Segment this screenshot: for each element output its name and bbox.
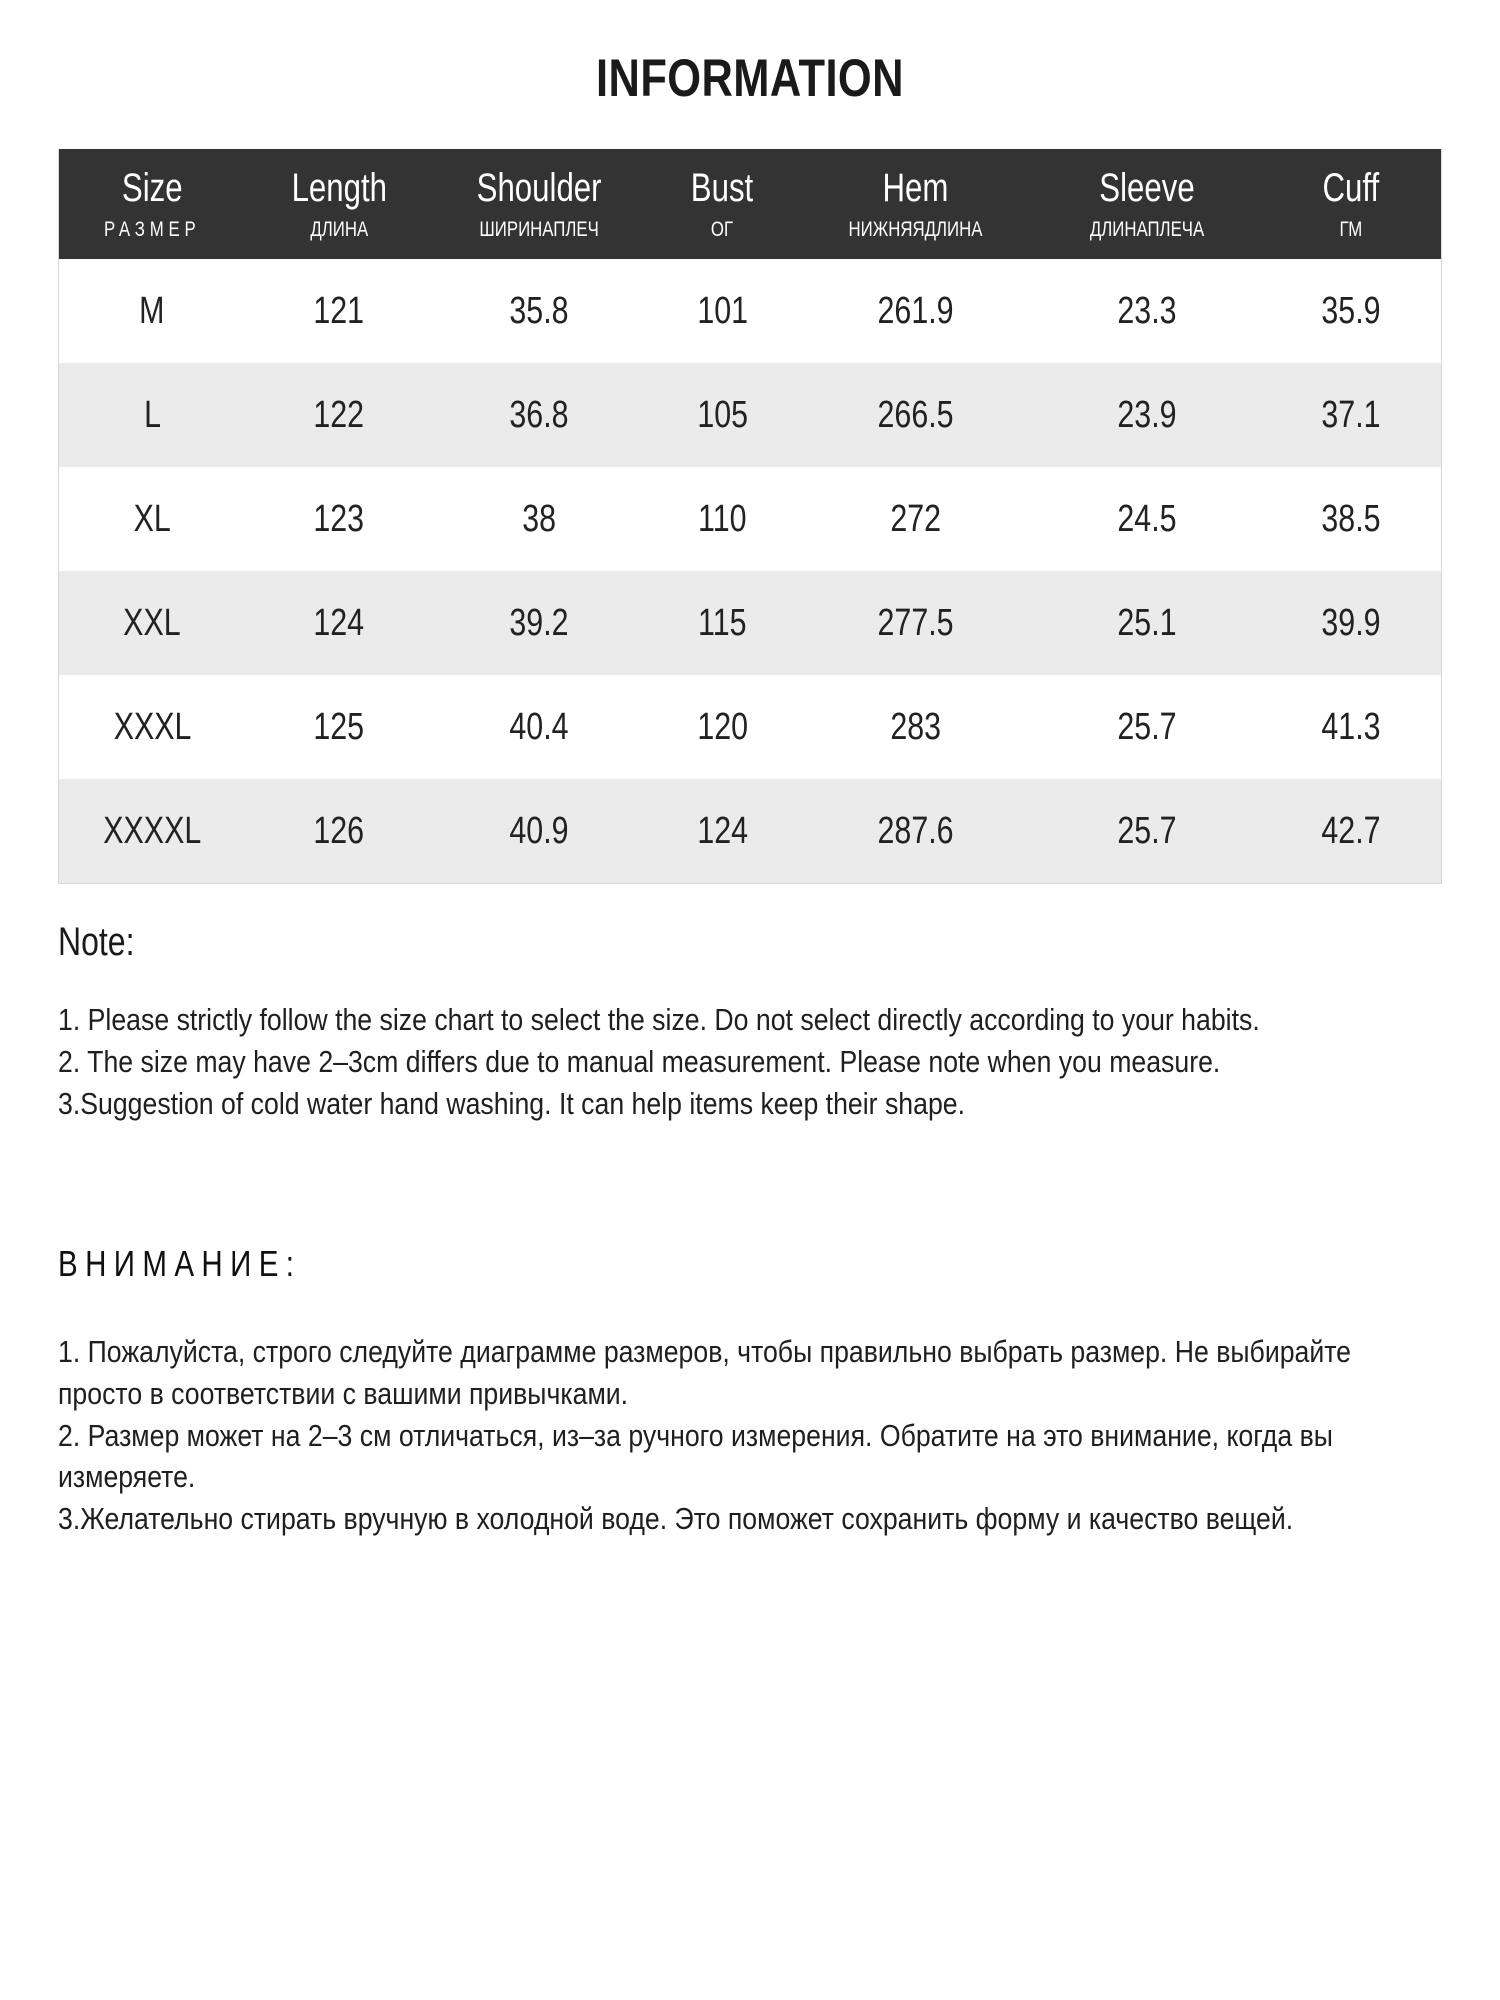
- cell-sleeve: [1033, 363, 1261, 467]
- cell-bust-value: 120: [696, 705, 748, 748]
- attention-line-2: 2. Размер может на 2–3 см отличаться, из–за ручного измерения. Обратите на это внимание, когда вы измеряете.: [58, 1417, 1333, 1495]
- cell-length-value: 121: [313, 289, 365, 332]
- cell-size-value: XXL: [123, 601, 182, 644]
- cell-size: [59, 467, 246, 571]
- cell-length-value: 123: [313, 497, 365, 540]
- cell-length: [246, 259, 433, 363]
- column-header-shoulder: [432, 149, 646, 259]
- cell-cuff-value: 39.9: [1321, 601, 1381, 644]
- cell-size: [59, 363, 246, 467]
- cell-hem-value: 283: [890, 705, 942, 748]
- column-header-hem-ru: НИЖНЯЯДЛИНА: [848, 218, 983, 242]
- cell-cuff-value: 42.7: [1321, 809, 1381, 852]
- cell-shoulder: [432, 363, 646, 467]
- cell-bust: [646, 363, 798, 467]
- cell-size-value: M: [139, 289, 165, 332]
- cell-sleeve: [1033, 571, 1261, 675]
- cell-size-value: XXXXL: [103, 809, 202, 852]
- cell-cuff-value: 41.3: [1321, 705, 1381, 748]
- cell-sleeve: [1033, 259, 1261, 363]
- cell-sleeve-value: 25.7: [1117, 809, 1177, 852]
- column-header-cuff-ru: ГМ: [1339, 218, 1363, 242]
- cell-size-value: XL: [133, 497, 171, 540]
- cell-cuff-value: 37.1: [1321, 393, 1381, 436]
- cell-hem-value: 277.5: [877, 601, 954, 644]
- cell-length: [246, 467, 433, 571]
- cell-cuff: [1261, 259, 1441, 363]
- page-title: INFORMATION: [596, 49, 904, 108]
- cell-shoulder-value: 40.9: [509, 809, 569, 852]
- cell-cuff-value: 38.5: [1321, 497, 1381, 540]
- cell-shoulder: [432, 675, 646, 779]
- attention-section: [58, 1243, 1442, 1540]
- table-row: [59, 675, 1441, 779]
- table-row: [59, 779, 1441, 883]
- cell-length-value: 122: [313, 393, 365, 436]
- cell-size-value: XXXL: [113, 705, 192, 748]
- cell-cuff-value: 35.9: [1321, 289, 1381, 332]
- cell-length: [246, 779, 433, 883]
- column-header-cuff-en: Cuff: [1322, 166, 1380, 210]
- attention-line-3: 3.Желательно стирать вручную в холодной воде. Это поможет сохранить форму и качество вещей.: [58, 1501, 1294, 1537]
- column-header-sleeve-en: Sleeve: [1099, 166, 1195, 210]
- cell-sleeve: [1033, 467, 1261, 571]
- cell-bust-value: 101: [696, 289, 748, 332]
- note-line-3: 3.Suggestion of cold water hand washing. It can help items keep their shape.: [58, 1085, 966, 1121]
- cell-shoulder-value: 36.8: [509, 393, 569, 436]
- cell-shoulder-value: 35.8: [509, 289, 569, 332]
- cell-sleeve-value: 23.9: [1117, 393, 1177, 436]
- cell-size: [59, 779, 246, 883]
- column-header-bust-ru: ОГ: [711, 218, 734, 242]
- cell-cuff: [1261, 571, 1441, 675]
- cell-size: [59, 675, 246, 779]
- cell-hem-value: 287.6: [877, 809, 954, 852]
- cell-size: [59, 259, 246, 363]
- cell-size-value: L: [143, 393, 161, 436]
- cell-hem: [798, 779, 1033, 883]
- cell-shoulder-value: 39.2: [509, 601, 569, 644]
- cell-sleeve-value: 25.1: [1117, 601, 1177, 644]
- cell-length: [246, 571, 433, 675]
- cell-hem: [798, 363, 1033, 467]
- notes-heading: Note:: [58, 920, 135, 965]
- cell-shoulder: [432, 571, 646, 675]
- cell-hem: [798, 467, 1033, 571]
- size-table-container: [58, 149, 1442, 884]
- cell-sleeve-value: 25.7: [1117, 705, 1177, 748]
- cell-length: [246, 363, 433, 467]
- column-header-bust: [646, 149, 798, 259]
- size-table-body: [59, 259, 1441, 883]
- column-header-bust-en: Bust: [691, 166, 754, 210]
- cell-sleeve-value: 24.5: [1117, 497, 1177, 540]
- column-header-sleeve: [1033, 149, 1261, 259]
- cell-bust: [646, 779, 798, 883]
- cell-length-value: 126: [313, 809, 365, 852]
- cell-cuff: [1261, 363, 1441, 467]
- attention-body: [58, 1331, 1442, 1540]
- column-header-length: [246, 149, 433, 259]
- column-header-length-ru: ДЛИНА: [309, 218, 368, 242]
- cell-sleeve-value: 23.3: [1117, 289, 1177, 332]
- column-header-hem-en: Hem: [882, 166, 949, 210]
- column-header-shoulder-en: Shoulder: [476, 166, 602, 210]
- cell-shoulder-value: 38: [522, 497, 557, 540]
- cell-hem-value: 266.5: [877, 393, 954, 436]
- cell-cuff: [1261, 779, 1441, 883]
- cell-hem: [798, 675, 1033, 779]
- cell-bust: [646, 675, 798, 779]
- cell-size: [59, 571, 246, 675]
- cell-length: [246, 675, 433, 779]
- size-table: [59, 149, 1441, 883]
- notes-body: [58, 999, 1442, 1125]
- table-row: [59, 259, 1441, 363]
- cell-length-value: 125: [313, 705, 365, 748]
- cell-shoulder: [432, 259, 646, 363]
- attention-line-1: 1. Пожалуйста, строго следуйте диаграмме размеров, чтобы правильно выбрать размер. Не выбирайте просто в соответствии с вашими привычками.: [58, 1333, 1352, 1411]
- cell-shoulder: [432, 779, 646, 883]
- column-header-size-en: Size: [121, 166, 183, 210]
- column-header-length-en: Length: [291, 166, 387, 210]
- notes-section: [58, 920, 1442, 1125]
- cell-sleeve: [1033, 779, 1261, 883]
- note-line-2: 2. The size may have 2–3cm differs due to manual measurement. Please note when you measure.: [58, 1044, 1221, 1080]
- cell-hem-value: 261.9: [877, 289, 954, 332]
- column-header-cuff: [1261, 149, 1441, 259]
- size-table-head: [59, 149, 1441, 259]
- cell-cuff: [1261, 675, 1441, 779]
- cell-bust: [646, 571, 798, 675]
- table-row: [59, 571, 1441, 675]
- column-header-shoulder-ru: ШИРИНАПЛЕЧ: [479, 218, 599, 242]
- cell-bust: [646, 467, 798, 571]
- cell-hem-value: 272: [890, 497, 942, 540]
- column-header-size-ru: РАЗМЕР: [104, 218, 201, 242]
- cell-sleeve: [1033, 675, 1261, 779]
- cell-bust-value: 105: [696, 393, 748, 436]
- column-header-hem: [798, 149, 1033, 259]
- cell-length-value: 124: [313, 601, 365, 644]
- cell-cuff: [1261, 467, 1441, 571]
- cell-bust-value: 115: [698, 601, 747, 644]
- cell-hem: [798, 571, 1033, 675]
- cell-shoulder: [432, 467, 646, 571]
- cell-bust-value: 110: [698, 497, 747, 540]
- cell-shoulder-value: 40.4: [509, 705, 569, 748]
- cell-bust-value: 124: [696, 809, 748, 852]
- table-row: [59, 467, 1441, 571]
- cell-bust: [646, 259, 798, 363]
- cell-hem: [798, 259, 1033, 363]
- table-row: [59, 363, 1441, 467]
- column-header-size: [59, 149, 246, 259]
- note-line-1: 1. Please strictly follow the size chart to select the size. Do not select directly according to your habits.: [58, 1002, 1260, 1038]
- attention-heading: ВНИМАНИЕ:: [58, 1242, 302, 1284]
- column-header-sleeve-ru: ДЛИНАПЛЕЧА: [1090, 218, 1205, 242]
